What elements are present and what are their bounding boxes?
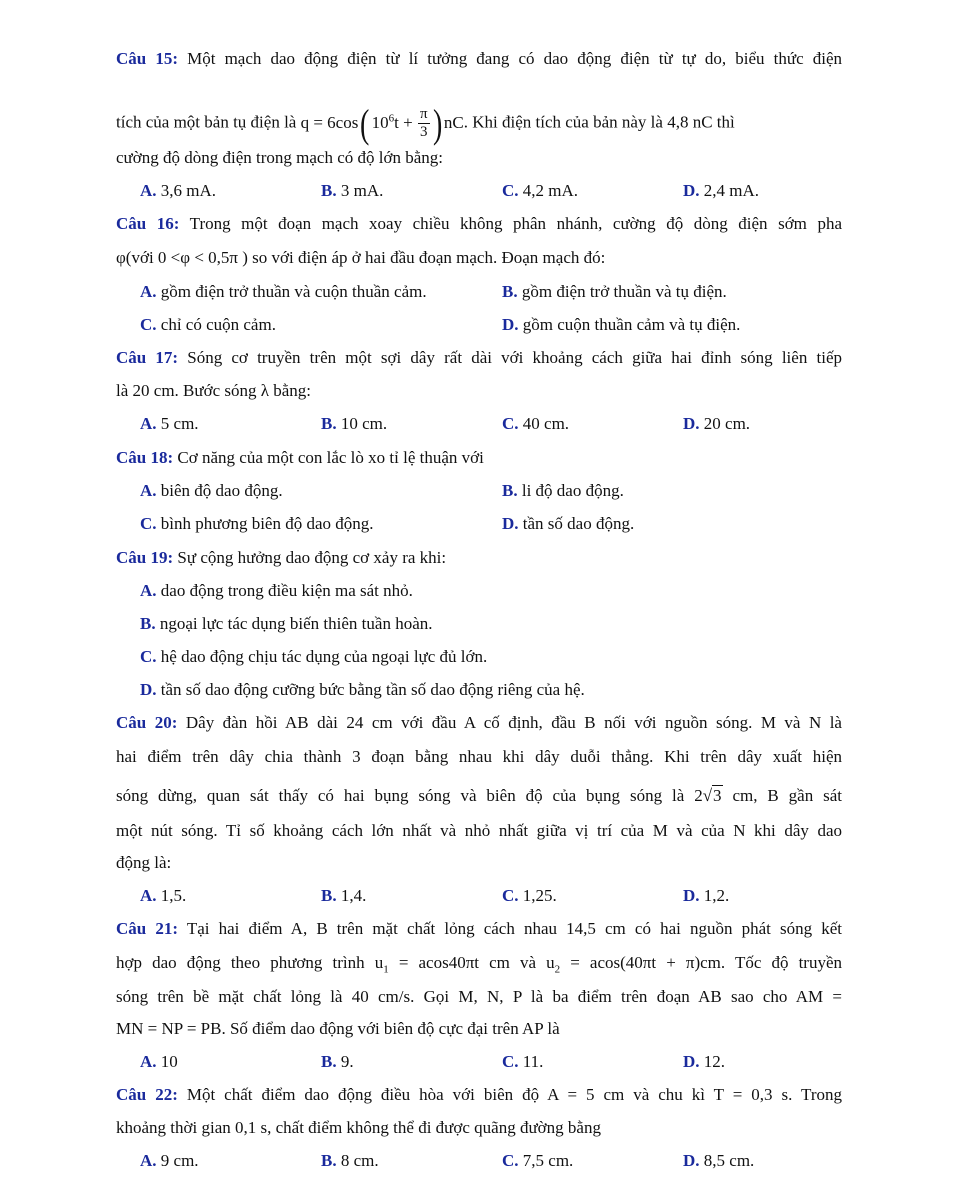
- q18-option-d[interactable]: D. tần số dao động.: [502, 514, 635, 533]
- q20-line5: động là:: [116, 853, 172, 872]
- q21-line3: sóng trên bề mặt chất lỏng là 40 cm/s. Gọi M, N, P là ba điểm trên đoạn AB sao cho AM =: [116, 987, 842, 1006]
- q22-option-a[interactable]: A. 9 cm.: [140, 1151, 199, 1170]
- q15-formula: q = 6cos( $10^6t$ + $\frac{\pi}{3}$ ) nC: [300, 100, 464, 146]
- q17-option-d[interactable]: D. 20 cm.: [683, 414, 751, 433]
- q22-line1: Câu 22: Một chất điểm dao động điều hòa với biên độ A = 5 cm và chu kì T = 0,3 s. Trong: [116, 1085, 842, 1104]
- q16-option-b[interactable]: B. gồm điện trở thuần và tụ điện.: [502, 282, 727, 301]
- q20-line2: hai điểm trên dây chia thành 3 đoạn bằng nhau khi dây duỗi thẳng. Khi trên dây xuất hiện: [116, 747, 842, 766]
- q21-label: Câu 21:: [116, 919, 179, 938]
- q16-line2: φ(với 0 <φ < 0,5π ) so với điện áp ở hai đầu đoạn mạch. Đoạn mạch đó:: [116, 248, 606, 267]
- q21-option-b[interactable]: B. 9.: [321, 1052, 354, 1071]
- q22-label: Câu 22:: [116, 1085, 178, 1104]
- q19-line1: Câu 19: Sự cộng hưởng dao động cơ xảy ra khi:: [116, 548, 447, 567]
- q16-option-d[interactable]: D. gồm cuộn thuần cảm và tụ điện.: [502, 315, 741, 334]
- q20-line3: sóng dừng, quan sát thấy có hai bụng sóng và biên độ của bụng sóng là 2√3 cm, B gần sát: [116, 786, 842, 805]
- q20-amplitude: 2√3: [694, 786, 722, 805]
- q19-option-d[interactable]: D. tần số dao động cưỡng bức bằng tần số dao động riêng của hệ.: [140, 680, 585, 699]
- q20-option-b[interactable]: B. 1,4.: [321, 886, 367, 905]
- q17-option-b[interactable]: B. 10 cm.: [321, 414, 388, 433]
- q18-option-b[interactable]: B. li độ dao động.: [502, 481, 624, 500]
- q15-option-a[interactable]: A. 3,6 mA.: [140, 181, 217, 200]
- q17-line2: là 20 cm. Bước sóng λ bằng:: [116, 381, 312, 400]
- q15-label: Câu 15:: [116, 49, 179, 68]
- q20-label: Câu 20:: [116, 713, 178, 732]
- q21-option-d[interactable]: D. 12.: [683, 1052, 726, 1071]
- q15-line2: tích của một bản tụ điện là q = 6cos( $10^6t$ + $\frac{\pi}{3}$ ) nC. Khi điện tích của bản này là 4,8 nC thì: [116, 100, 735, 146]
- q15-line1: Câu 15: Một mạch dao động điện từ lí tưởng đang có dao động điện từ tự do, biểu thức điện: [116, 49, 842, 68]
- q21-option-a[interactable]: A. 10: [140, 1052, 178, 1071]
- q20-option-c[interactable]: C. 1,25.: [502, 886, 557, 905]
- q16-line1: Câu 16: Trong một đoạn mạch xoay chiều không phân nhánh, cường độ dòng điện sớm pha: [116, 214, 842, 233]
- q17-option-a[interactable]: A. 5 cm.: [140, 414, 199, 433]
- q21-line1: Câu 21: Tại hai điểm A, B trên mặt chất lỏng cách nhau 14,5 cm có hai nguồn phát sóng kết: [116, 919, 842, 938]
- q19-label: Câu 19:: [116, 548, 174, 567]
- q15-option-b[interactable]: B. 3 mA.: [321, 181, 384, 200]
- q15-option-c[interactable]: C. 4,2 mA.: [502, 181, 579, 200]
- q15-fraction: $\frac{\pi}{3}$: [419, 106, 428, 141]
- q21-line4: MN = NP = PB. Số điểm dao động với biên độ cực đại trên AP là: [116, 1019, 560, 1038]
- q20-option-a[interactable]: A. 1,5.: [140, 886, 187, 905]
- q16-option-c[interactable]: C. chỉ có cuộn cảm.: [140, 315, 276, 334]
- q15-line3: cường độ dòng điện trong mạch có độ lớn bằng:: [116, 148, 443, 167]
- q18-option-a[interactable]: A. biên độ dao động.: [140, 481, 283, 500]
- q22-option-d[interactable]: D. 8,5 cm.: [683, 1151, 755, 1170]
- q18-label: Câu 18:: [116, 448, 174, 467]
- q17-line1: Câu 17: Sóng cơ truyền trên một sợi dây rất dài với khoảng cách giữa hai đỉnh sóng liên tiếp: [116, 348, 842, 367]
- q16-label: Câu 16:: [116, 214, 180, 233]
- q22-line2: khoảng thời gian 0,1 s, chất điểm không thể đi được quãng đường bằng: [116, 1118, 601, 1137]
- q15-option-d[interactable]: D. 2,4 mA.: [683, 181, 760, 200]
- q19-option-b[interactable]: B. ngoại lực tác dụng biến thiên tuần hoàn.: [140, 614, 433, 633]
- q20-line1: Câu 20: Dây đàn hồi AB dài 24 cm với đầu A cố định, đầu B nối với nguồn sóng. M và N là: [116, 713, 842, 732]
- q20-line4: một nút sóng. Tỉ số khoảng cách lớn nhất và nhỏ nhất giữa vị trí của M và của N khi dây dao: [116, 821, 842, 840]
- q21-option-c[interactable]: C. 11.: [502, 1052, 544, 1071]
- q18-option-c[interactable]: C. bình phương biên độ dao động.: [140, 514, 374, 533]
- q20-option-d[interactable]: D. 1,2.: [683, 886, 730, 905]
- q17-label: Câu 17:: [116, 348, 179, 367]
- q22-option-b[interactable]: B. 8 cm.: [321, 1151, 379, 1170]
- q22-option-c[interactable]: C. 7,5 cm.: [502, 1151, 574, 1170]
- q18-line1: Câu 18: Cơ năng của một con lắc lò xo tỉ lệ thuận với: [116, 448, 484, 467]
- q19-option-c[interactable]: C. hệ dao động chịu tác dụng của ngoại lực đủ lớn.: [140, 647, 488, 666]
- q16-option-a[interactable]: A. gồm điện trở thuần và cuộn thuần cảm.: [140, 282, 427, 301]
- q21-line2: hợp dao động theo phương trình $u_1 = acos40\pi t$ cm và $u_2 = acos(40\pi t + \pi)cm$. Tốc độ truyền: [116, 953, 842, 976]
- q17-option-c[interactable]: C. 40 cm.: [502, 414, 570, 433]
- q19-option-a[interactable]: A. dao động trong điều kiện ma sát nhỏ.: [140, 581, 413, 600]
